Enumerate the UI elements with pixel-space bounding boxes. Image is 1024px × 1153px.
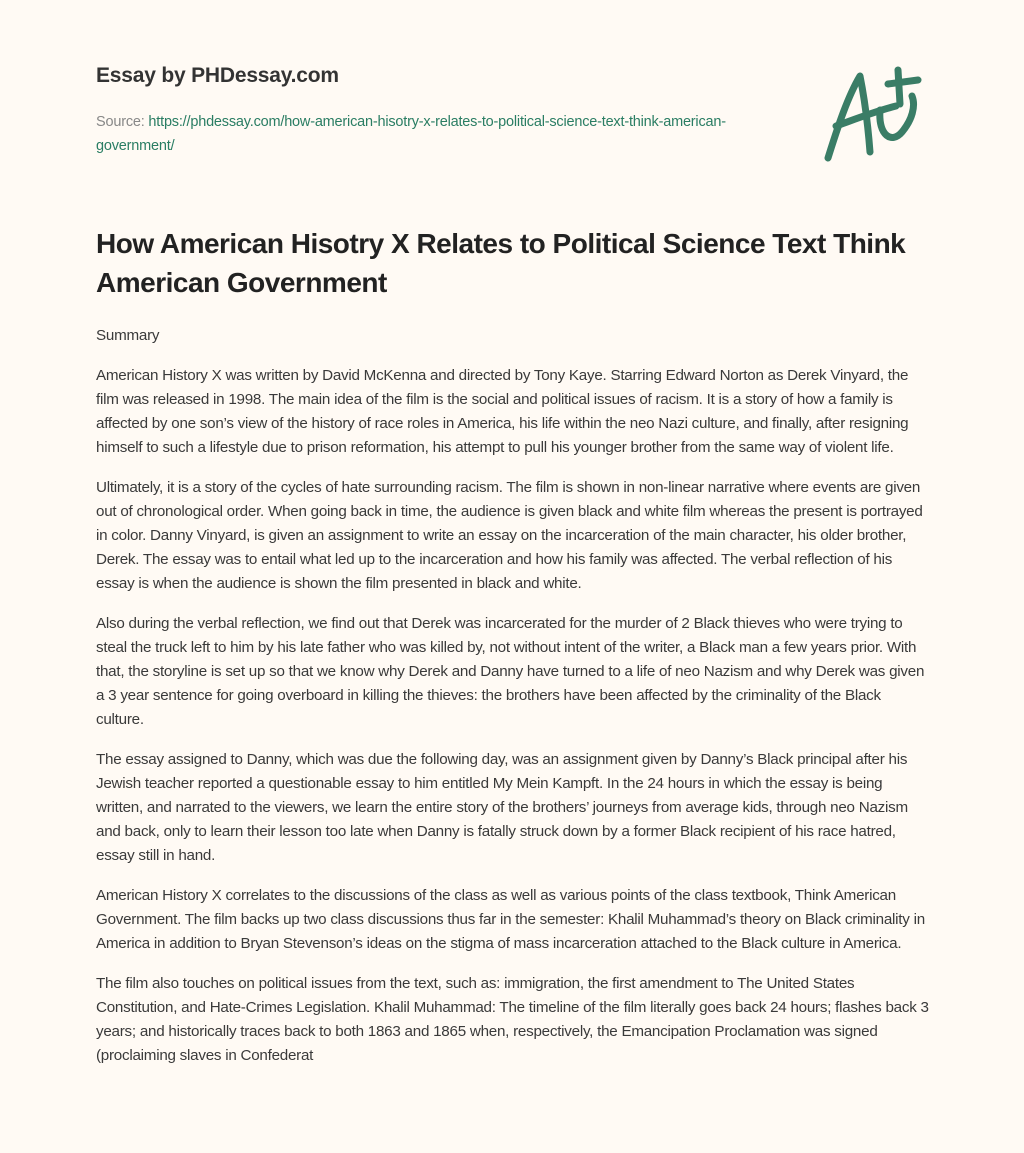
paragraph: The essay assigned to Danny, which was due the following day, was an assignment given by Danny’s Black principal after his Jewish teacher reported a questionable essay to him entitled My Mein Kampft. In the 24 hours in which the essay is being written, and narrated to the viewers, we learn the entire story of the brothers’ journeys from average kids, through neo Nazism and back, only to learn their lesson too late when Danny is fatally struck down by a former Black recipient of his race hatred, essay still in hand.: [96, 751, 908, 864]
source-label: Source:: [96, 114, 145, 130]
article-title: How American Hisotry X Relates to Political Science Text Think American Government: [96, 228, 906, 298]
source-link[interactable]: https://phdessay.com/how-american-hisotry-x-relates-to-political-science-text-think-american-government/: [96, 114, 726, 154]
site-title: Essay by PHDessay.com: [96, 64, 339, 87]
a-plus-logo-icon: [818, 66, 930, 166]
paragraph: American History X correlates to the discussions of the class as well as various points of the class textbook, Think American Government. The film backs up two class discussions thus far in the semester: Khalil Muhammad’s theory on Black criminality in America in addition to Bryan Stevenson’s ideas on the stigma of mass incarceration attached to the Black culture in America.: [96, 887, 925, 952]
article-body: [96, 324, 932, 1084]
paragraph: Also during the verbal reflection, we find out that Derek was incarcerated for the murder of 2 Black thieves who were trying to steal the truck left to him by his late father who was killed by, not without intent of the writer, a Black man a few years prior. With that, the storyline is set up so that we know why Derek and Danny have turned to a life of neo Nazism and why Derek was given a 3 year sentence for going overboard in killing the thieves: the brothers have been affected by the criminality of the Black culture.: [96, 615, 925, 728]
source-line: [96, 110, 776, 158]
paragraph: American History X was written by David McKenna and directed by Tony Kaye. Starring Edward Norton as Derek Vinyard, the film was released in 1998. The main idea of the film is the social and political issues of racism. It is a story of how a family is affected by one son’s view of the history of race roles in America, his life within the neo Nazi culture, and finally, after resigning himself to such a lifestyle due to prison reformation, his attempt to pull his younger brother from the same way of violent life.: [96, 367, 909, 456]
paragraph: The film also touches on political issues from the text, such as: immigration, the first amendment to The United States Constitution, and Hate-Crimes Legislation. Khalil Muhammad: The timeline of the film literally goes back 24 hours; flashes back 3 years; and historically traces back to both 1863 and 1865 when, respectively, the Emancipation Proclamation was signed (proclaiming slaves in Confederat: [96, 975, 929, 1064]
paragraph: Ultimately, it is a story of the cycles of hate surrounding racism. The film is shown in non-linear narrative where events are given out of chronological order. When going back in time, the audience is given black and white film whereas the present is portrayed in color. Danny Vinyard, is given an assignment to write an essay on the incarceration of the main character, his older brother, Derek. The essay was to entail what led up to the incarceration and how his family was affected. The verbal reflection of his essay is when the audience is shown the film presented in black and white.: [96, 479, 923, 592]
summary-heading: Summary: [96, 327, 160, 344]
